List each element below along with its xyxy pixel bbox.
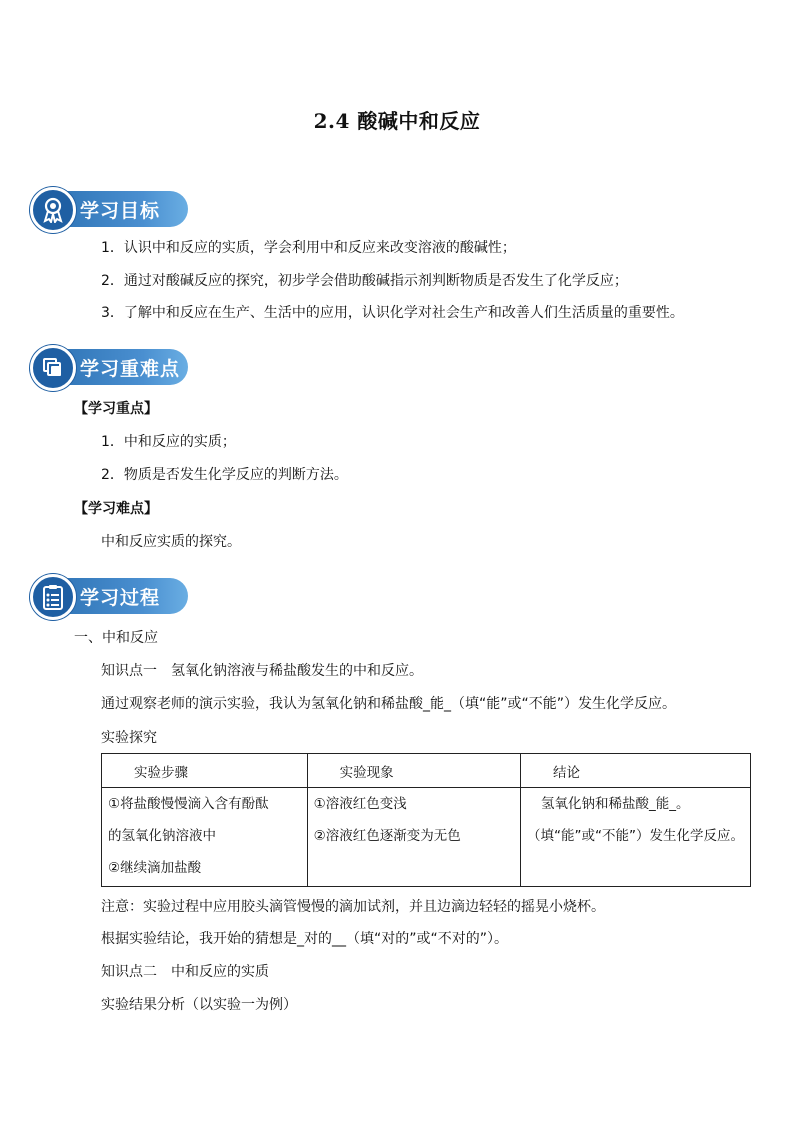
conclusion-line bbox=[527, 788, 744, 820]
section-title: 学习过程 bbox=[80, 587, 161, 609]
observation-suffix: （填“能”或“不能”）发生化学反应。 bbox=[451, 696, 677, 712]
conclusion-check-answer: _对的__ bbox=[297, 931, 346, 947]
process-section-1: 一、中和反应 bbox=[74, 630, 158, 646]
objective-1: 1．认识中和反应的实质，学会利用中和反应来改变溶液的酸碱性； bbox=[101, 240, 516, 256]
header-phenomena: 实验现象 bbox=[307, 754, 520, 788]
observation-prefix: 通过观察老师的演示实验，我认为氢氧化钠和稀盐酸 bbox=[101, 696, 423, 712]
difficult-point-1: 中和反应实质的探究。 bbox=[101, 534, 241, 550]
page-title: 2.4 酸碱中和反应 bbox=[313, 109, 481, 133]
header-steps: 实验步骤 bbox=[102, 754, 308, 788]
conclusion-cell bbox=[521, 788, 751, 887]
knowledge-point-2: 知识点二 中和反应的实质 bbox=[101, 964, 269, 980]
experiment-note: 注意：实验过程中应用胶头滴管慢慢的滴加试剂，并且边滴边轻轻的摇晃小烧杯。 bbox=[101, 899, 605, 915]
phenomena-cell bbox=[307, 788, 520, 887]
section-header-key-points bbox=[30, 345, 190, 387]
header-conclusion: 结论 bbox=[521, 754, 751, 788]
conclusion-answer: _能_ bbox=[649, 796, 677, 812]
experiment-table bbox=[101, 753, 751, 887]
conclusion-prefix: 氢氧化钠和稀盐酸 bbox=[541, 796, 650, 812]
phenomenon-line: ①溶液红色变浅 bbox=[313, 796, 407, 812]
step-line: ②继续滴加盐酸 bbox=[108, 860, 202, 876]
award-ribbon-icon bbox=[30, 187, 76, 233]
key-point-2: 2．物质是否发生化学反应的判断方法。 bbox=[101, 467, 348, 483]
section-title: 学习目标 bbox=[80, 200, 161, 222]
explore-label: 实验探究 bbox=[101, 730, 157, 746]
section-title: 学习重难点 bbox=[80, 358, 181, 380]
difficult-points-heading: 【学习难点】 bbox=[74, 501, 158, 517]
conclusion-check-suffix: （填“对的”或“不对的”）。 bbox=[346, 931, 509, 947]
step-line: 的氢氧化钠溶液中 bbox=[108, 828, 216, 844]
objective-3: 3．了解中和反应在生产、生活中的应用，认识化学对社会生产和改善人们生活质量的重要性。 bbox=[101, 305, 684, 321]
analysis-heading: 实验结果分析（以实验一为例） bbox=[101, 997, 297, 1013]
table-header-row bbox=[102, 754, 751, 788]
knowledge-point-1: 知识点一 氢氧化钠溶液与稀盐酸发生的中和反应。 bbox=[101, 663, 423, 679]
conclusion-check-prefix: 根据实验结论，我开始的猜想是 bbox=[101, 931, 297, 947]
conclusion-check-line bbox=[101, 930, 508, 948]
clipboard-list-icon bbox=[30, 574, 76, 620]
conclusion-line-2: （填“能”或“不能”）发生化学反应。 bbox=[527, 828, 744, 844]
observation-answer: _能_ bbox=[423, 696, 451, 712]
steps-cell bbox=[102, 788, 308, 887]
layers-icon bbox=[30, 345, 76, 391]
phenomenon-line: ②溶液红色逐渐变为无色 bbox=[313, 828, 461, 844]
step-line: ①将盐酸慢慢滴入含有酚酞 bbox=[108, 796, 269, 812]
observation-line bbox=[101, 695, 676, 713]
conclusion-suffix: 。 bbox=[676, 796, 690, 812]
key-point-1: 1．中和反应的实质； bbox=[101, 434, 236, 450]
table-row bbox=[102, 788, 751, 887]
key-points-heading: 【学习重点】 bbox=[74, 401, 158, 417]
section-header-objectives bbox=[30, 187, 190, 229]
section-header-process bbox=[30, 574, 190, 616]
objective-2: 2．通过对酸碱反应的探究，初步学会借助酸碱指示剂判断物质是否发生了化学反应； bbox=[101, 273, 628, 289]
